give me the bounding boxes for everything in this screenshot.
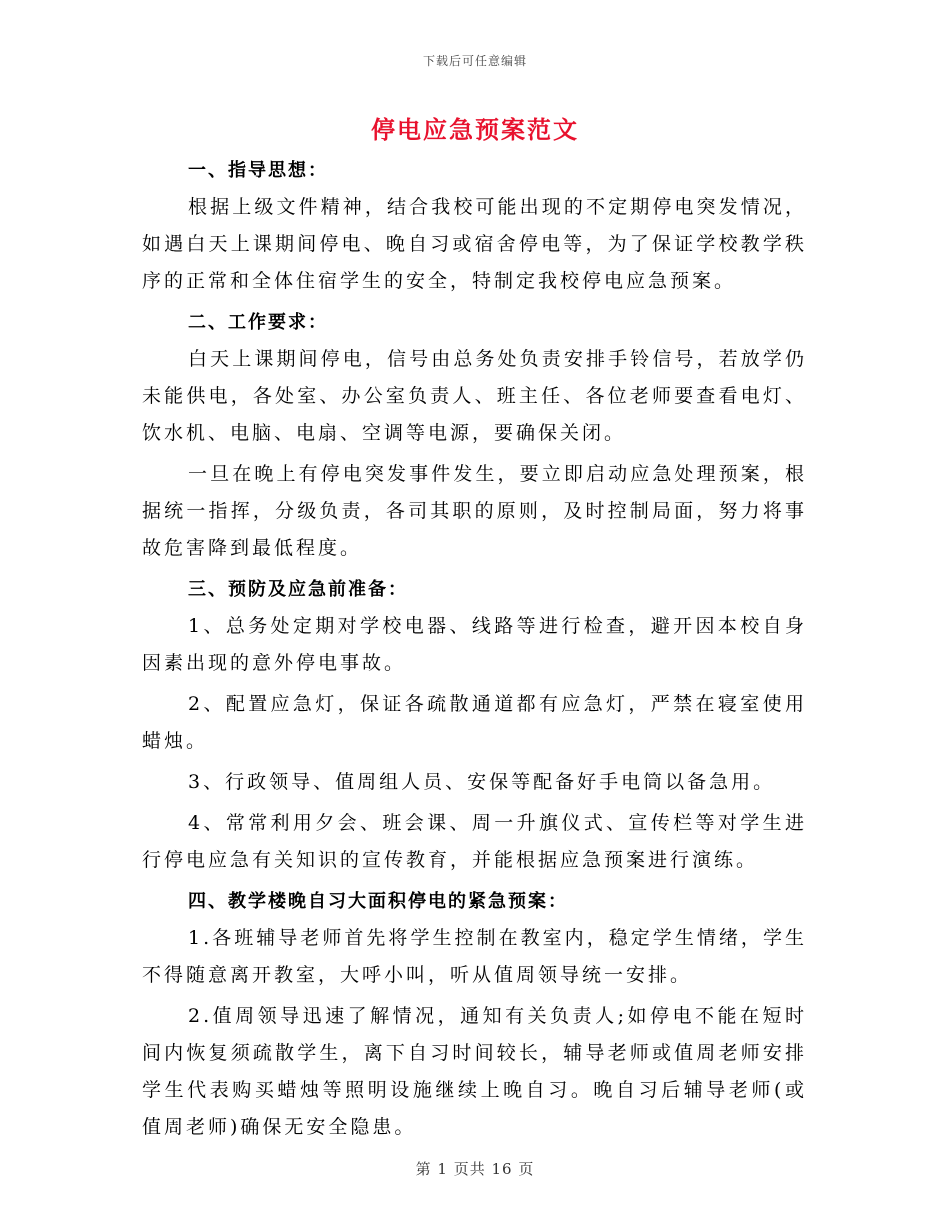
paragraph: 一旦在晚上有停电突发事件发生，要立即启动应急处理预案，根据统一指挥，分级负责，各司其职的原则，及时控制局面，努力将事故危害降到最低程度。 bbox=[142, 463, 807, 559]
paragraph: 根据上级文件精神，结合我校可能出现的不定期停电突发情况，如遇白天上课期间停电、晚自习或宿舍停电等，为了保证学校教学秩序的正常和全体住宿学生的安全，特制定我校停电应急预案。 bbox=[142, 196, 807, 292]
list-item: 4、常常利用夕会、班会课、周一升旗仪式、宣传栏等对学生进行停电应急有关知识的宣传教育，并能根据应急预案进行演练。 bbox=[142, 812, 807, 871]
list-item: 1.各班辅导老师首先将学生控制在教室内，稳定学生情绪，学生不得随意离开教室，大呼小叫，听从值周领导统一安排。 bbox=[142, 927, 807, 986]
document-title: 停电应急预案范文 bbox=[371, 115, 579, 144]
header-note: 下载后可任意编辑 bbox=[422, 54, 527, 68]
list-item: 2、配置应急灯，保证各疏散通道都有应急灯，严禁在寝室使用蜡烛。 bbox=[142, 693, 807, 752]
section-heading-guiding-ideology: 一、指导思想： bbox=[188, 160, 328, 181]
list-item: 3、行政领导、值周组人员、安保等配备好手电筒以备急用。 bbox=[188, 771, 776, 793]
list-item: 2.值周领导迅速了解情况，通知有关负责人;如停电不能在短时间内恢复须疏散学生，离下自习时间较长，辅导老师或值周老师安排学生代表购买蜡烛等照明设施继续上晚自习。晚自习后辅导老师(或值周老师)确保无安全隐患。 bbox=[142, 1005, 807, 1138]
page-number: 第 1 页共 16 页 bbox=[415, 1160, 535, 1178]
paragraph: 白天上课期间停电，信号由总务处负责安排手铃信号，若放学仍未能供电，各处室、办公室负责人、班主任、各位老师要查看电灯、饮水机、电脑、电扇、空调等电源，要确保关闭。 bbox=[142, 348, 807, 444]
section-heading-work-requirements: 二、工作要求： bbox=[188, 312, 328, 333]
document-body bbox=[142, 152, 807, 1146]
list-item: 1、总务处定期对学校电器、线路等进行检查，避开因本校自身因素出现的意外停电事故。 bbox=[142, 615, 807, 674]
section-heading-prevention-preparation: 三、预防及应急前准备： bbox=[188, 579, 408, 600]
section-heading-evening-outage-plan: 四、教学楼晚自习大面积停电的紧急预案： bbox=[188, 891, 568, 912]
